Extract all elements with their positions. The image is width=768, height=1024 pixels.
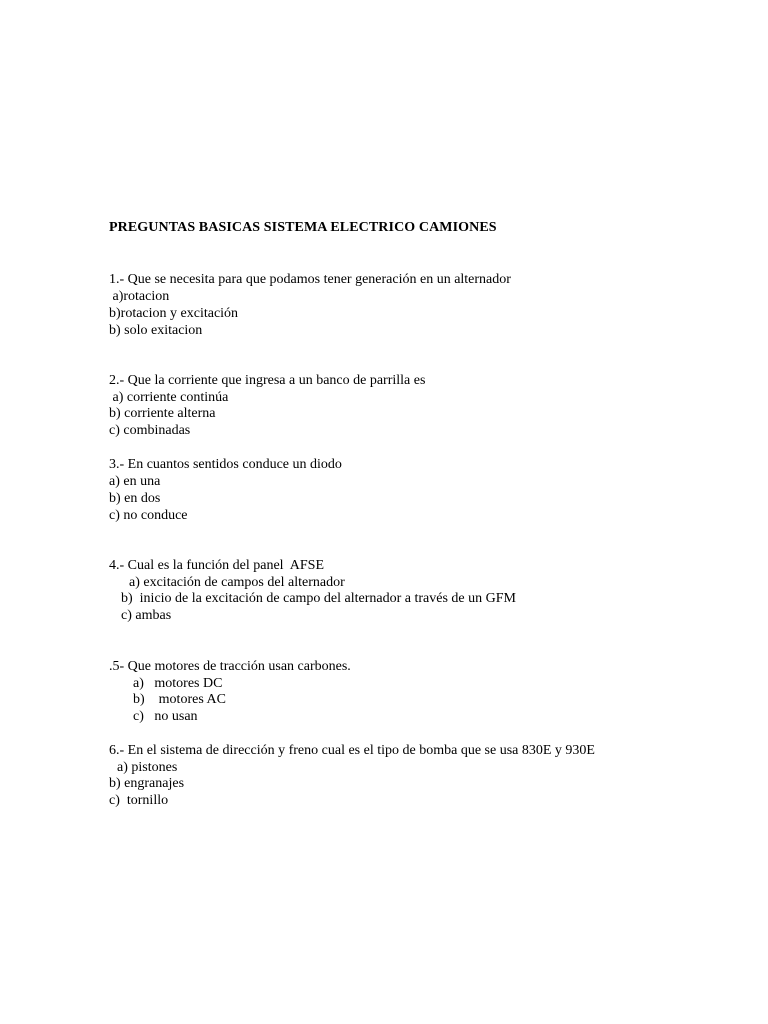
question-4-option-a: a) excitación de campos del alternador bbox=[129, 575, 345, 590]
question-1-option-a: a)rotacion bbox=[109, 289, 170, 304]
question-5-option-b: b) motores AC bbox=[133, 692, 226, 707]
question-4-option-b: b) inicio de la excitación de campo del alternador a través de un GFM bbox=[121, 591, 516, 606]
question-2-text: 2.- Que la corriente que ingresa a un banco de parrilla es bbox=[109, 373, 426, 388]
question-5-option-a: a) motores DC bbox=[133, 676, 223, 691]
question-6-text: 6.- En el sistema de dirección y freno cual es el tipo de bomba que se usa 830E y 930E bbox=[109, 743, 595, 758]
question-4-option-c: c) ambas bbox=[121, 608, 172, 623]
question-2-option-a: a) corriente continúa bbox=[109, 390, 229, 405]
question-2-option-c: c) combinadas bbox=[109, 423, 191, 438]
question-3-option-c: c) no conduce bbox=[109, 508, 188, 523]
question-1-option-b: b)rotacion y excitación bbox=[109, 306, 239, 321]
question-5-text: .5- Que motores de tracción usan carbones. bbox=[109, 659, 351, 674]
question-3-option-a: a) en una bbox=[109, 474, 161, 489]
question-2-option-b: b) corriente alterna bbox=[109, 406, 216, 421]
question-3-text: 3.- En cuantos sentidos conduce un diodo bbox=[109, 457, 342, 472]
question-1-text: 1.- Que se necesita para que podamos tener generación en un alternador bbox=[109, 272, 511, 287]
question-6-option-a: a) pistones bbox=[117, 760, 178, 775]
question-6-option-b: b) engranajes bbox=[109, 776, 185, 791]
document-title: PREGUNTAS BASICAS SISTEMA ELECTRICO CAMIONES bbox=[109, 220, 497, 235]
question-1-option-c: b) solo exitacion bbox=[109, 323, 203, 338]
question-3-option-b: b) en dos bbox=[109, 491, 161, 506]
question-4-text: 4.- Cual es la función del panel AFSE bbox=[109, 558, 325, 573]
question-5-option-c: c) no usan bbox=[133, 709, 198, 724]
question-6-option-c: c) tornillo bbox=[109, 793, 169, 808]
